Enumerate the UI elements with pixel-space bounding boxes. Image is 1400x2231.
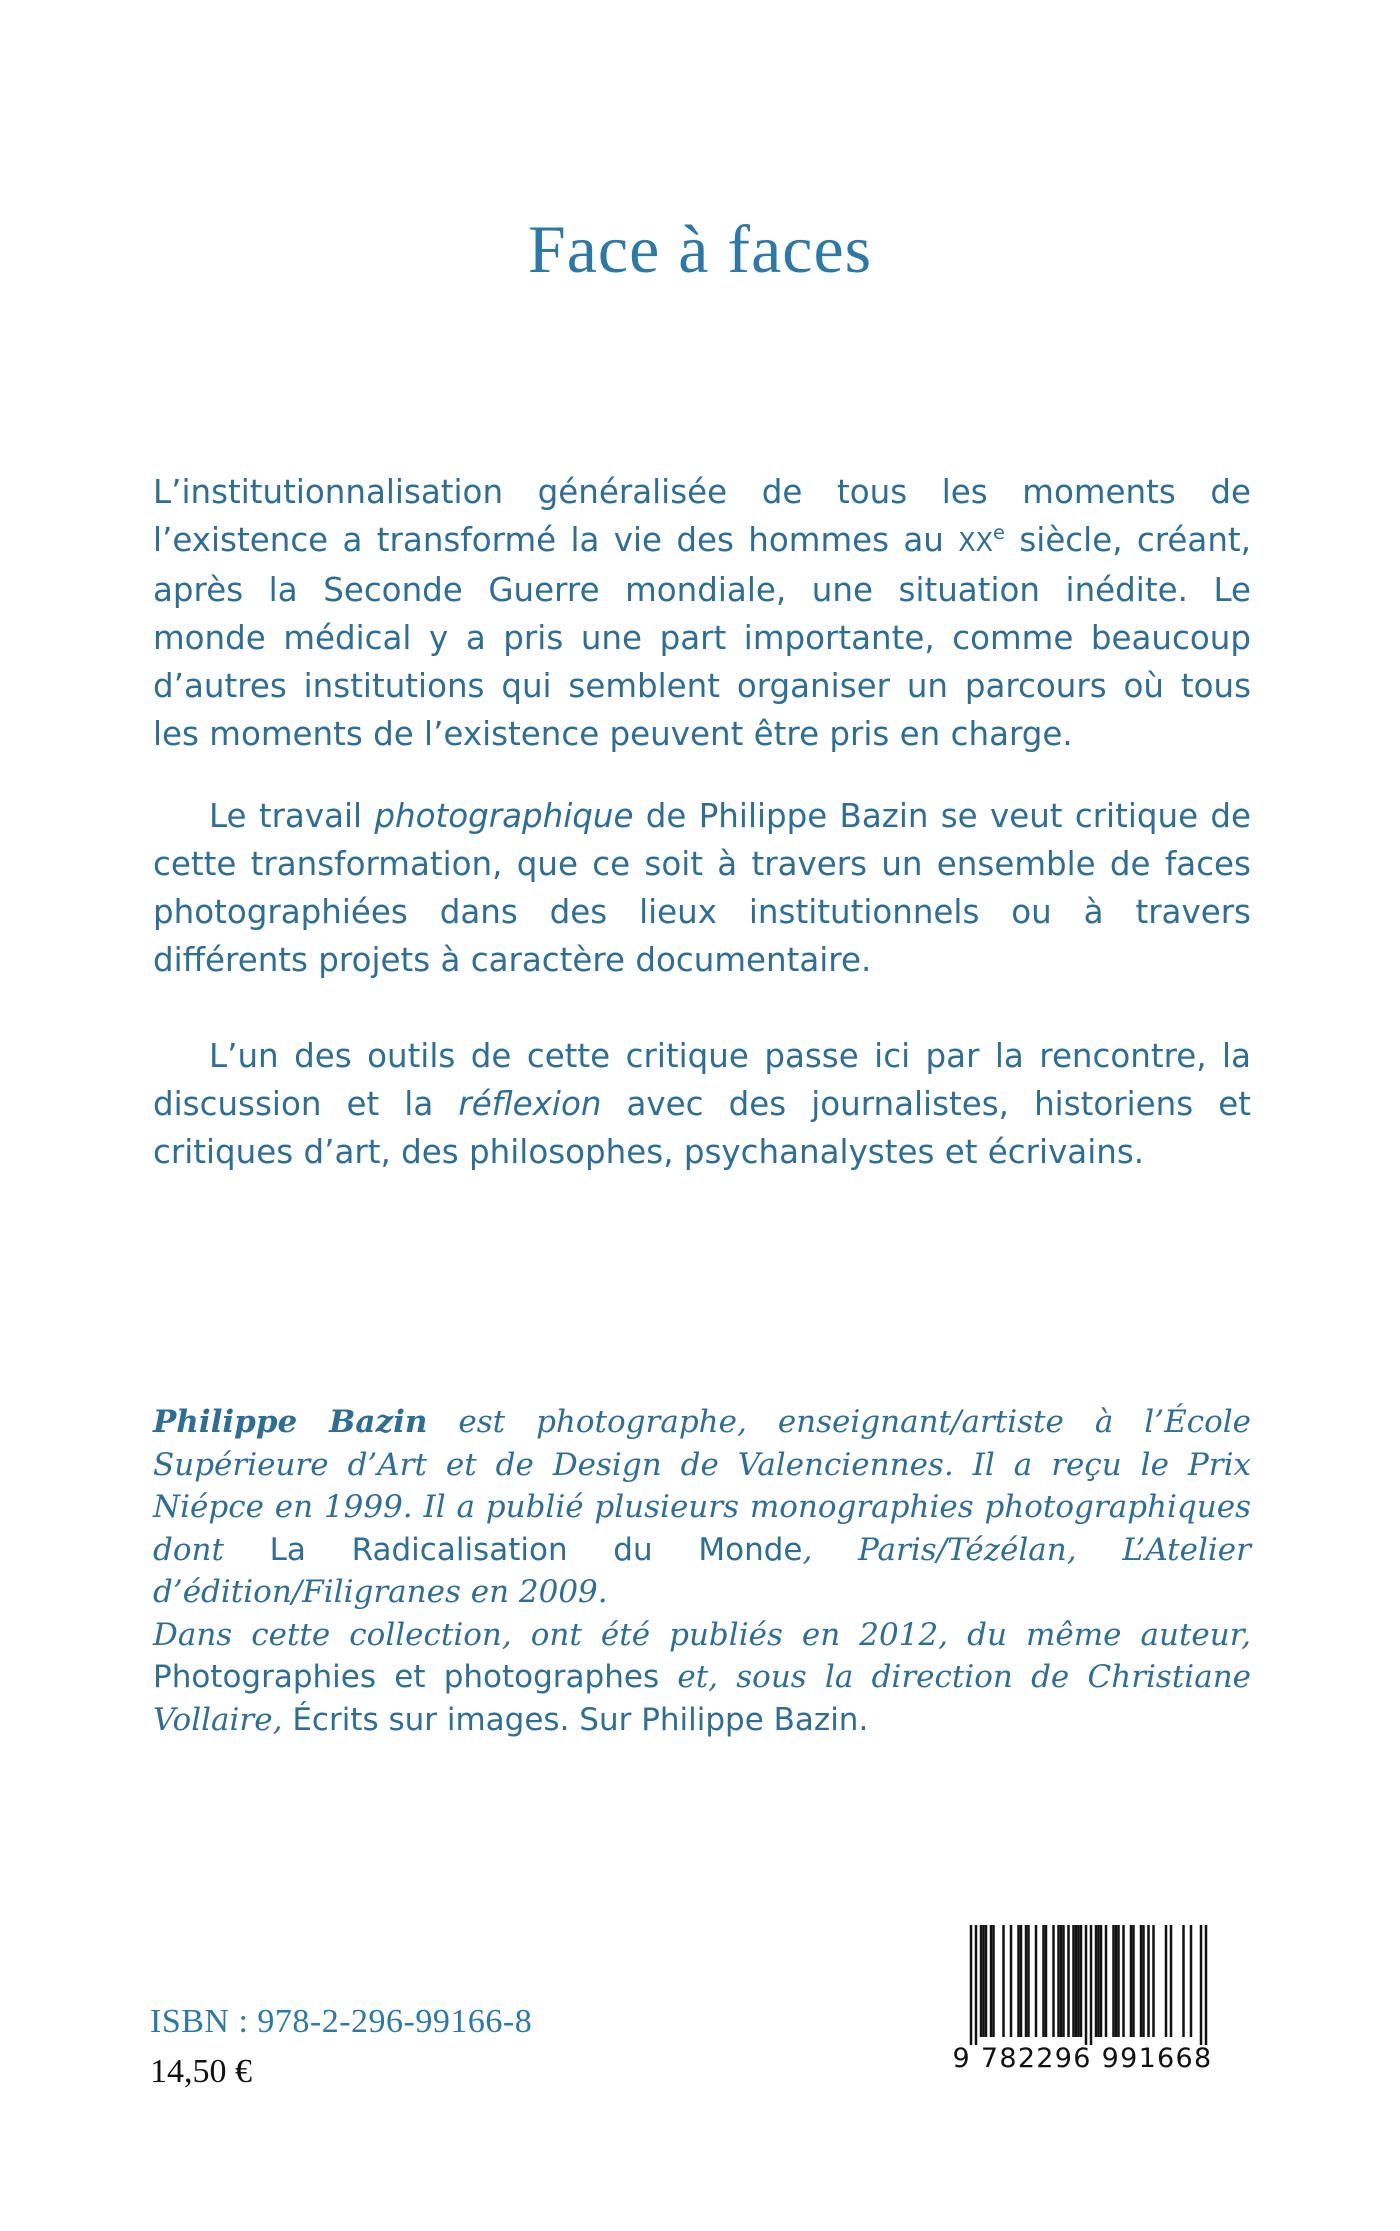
blurb-paragraph-2 bbox=[153, 792, 1251, 984]
barcode-bar bbox=[1165, 1925, 1168, 2037]
barcode-bar bbox=[982, 1925, 985, 2037]
author-name: Philippe Bazin bbox=[153, 1404, 428, 1440]
barcode-bar bbox=[1057, 1925, 1060, 2037]
barcode bbox=[950, 1925, 1215, 2075]
barcode-bar bbox=[1115, 1925, 1118, 2037]
barcode-bar bbox=[1042, 1925, 1045, 2037]
barcode-bar bbox=[1045, 1925, 1048, 2037]
isbn-label: ISBN : 978-2-296-99166-8 bbox=[150, 2003, 533, 2040]
bio-text-4: et, sous la direction de Christiane Vollaire, bbox=[153, 1659, 1252, 1738]
barcode-bar bbox=[1105, 1925, 1108, 2037]
blurb-p2-emphasis: photographique bbox=[374, 797, 634, 835]
barcode-bar bbox=[1140, 1925, 1143, 2037]
barcode-bar bbox=[1097, 1925, 1100, 2037]
barcode-bar bbox=[1002, 1925, 1005, 2037]
barcode-bar bbox=[985, 1925, 988, 2037]
blurb-p3-text-a: L’un des outils de cette critique passe ici par la rencontre, la discussion et la bbox=[153, 1037, 1251, 1123]
barcode-bar bbox=[1010, 1925, 1013, 2037]
bio-text-3: Dans cette collection, ont été publiés en 2012, du même auteur, bbox=[153, 1616, 1251, 1653]
barcode-bar bbox=[1095, 1925, 1098, 2037]
barcode-bar bbox=[1100, 1925, 1103, 2037]
bio-book-title-3: Écrits sur images. Sur Philippe Bazin. bbox=[292, 1701, 869, 1738]
barcode-guard-bar bbox=[970, 1925, 973, 2045]
barcode-bar bbox=[1122, 1925, 1125, 2037]
barcode-bar bbox=[1182, 1925, 1185, 2037]
barcode-guard-bar bbox=[975, 1925, 978, 2045]
barcode-bar bbox=[1080, 1925, 1083, 2037]
barcode-bar bbox=[1170, 1925, 1173, 2037]
barcode-bar bbox=[1147, 1925, 1150, 2037]
bio-text-2: , Paris/Tézélan, L’Atelier d’édition/Filigranes en 2009. bbox=[153, 1531, 1251, 1610]
barcode-bar bbox=[1077, 1925, 1080, 2037]
author-bio bbox=[153, 1401, 1251, 1741]
barcode-bar bbox=[1190, 1925, 1193, 2037]
barcode-bar bbox=[1075, 1925, 1078, 2037]
barcode-bar bbox=[1067, 1925, 1070, 2037]
blurb-p3-emphasis: réflexion bbox=[458, 1085, 602, 1123]
barcode-bar bbox=[1025, 1925, 1028, 2037]
barcode-bar bbox=[1017, 1925, 1020, 2037]
price-label: 14,50 € bbox=[150, 2053, 252, 2090]
blurb-p2-text-b: de Philippe Bazin se veut critique de cette transformation, que ce soit à travers un ensemble de faces photographiées dans des lieux institutionnels ou à travers différents projets à caractère documentaire. bbox=[153, 797, 1252, 979]
book-title: Face à faces bbox=[527, 211, 873, 287]
blurb-p1-text-a: L’institutionnalisation généralisée de tous les moments de l’existence a transformé la vie des hommes au bbox=[153, 473, 1251, 559]
barcode-bar bbox=[1142, 1925, 1145, 2037]
blurb-p3-text-b: avec des journalistes, historiens et critiques d’art, des philosophes, psychanalystes et écrivains. bbox=[153, 1085, 1251, 1171]
barcode-bar bbox=[992, 1925, 995, 2037]
barcode-guard-bar bbox=[1085, 1925, 1088, 2045]
barcode-bar bbox=[1152, 1925, 1155, 2037]
barcode-guard-bar bbox=[1090, 1925, 1093, 2045]
barcode-bar bbox=[1035, 1925, 1038, 2037]
barcode-bar bbox=[1112, 1925, 1115, 2037]
century-numeral: XX bbox=[958, 527, 993, 557]
blurb-paragraph-1 bbox=[153, 468, 1251, 758]
barcode-bar bbox=[1052, 1925, 1055, 2037]
barcode-bar bbox=[1060, 1925, 1063, 2037]
barcode-bar bbox=[990, 1925, 993, 2037]
bio-text-1: est photographe, enseignant/artiste à l’École Supérieure d’Art et de Design de Valenciennes. Il a reçu le Prix Niépce en 1999. Il a publié plusieurs monographies photographiques dont bbox=[153, 1404, 1251, 1568]
barcode-bar bbox=[1072, 1925, 1075, 2037]
bio-book-title-1: La Radicalisation du Monde bbox=[269, 1531, 803, 1568]
blurb-p1-text-b: siècle, créant, après la Seconde Guerre mondiale, une situation inédite. Le monde médical y a pris une part importante, comme beaucoup d’autres institutions qui semblent organiser un parcours où tous les moments de l’existence peuvent être pris en charge. bbox=[153, 521, 1251, 753]
barcode-digits: 9 782296 991668 bbox=[952, 2043, 1213, 2074]
bio-book-title-2: Photographies et photographes bbox=[153, 1659, 660, 1695]
blurb-paragraph-3 bbox=[153, 1032, 1251, 1176]
barcode-bar bbox=[1117, 1925, 1120, 2037]
barcode-bars-icon bbox=[950, 1925, 1215, 2045]
barcode-bar bbox=[1020, 1925, 1023, 2037]
century-superscript: e bbox=[993, 521, 1005, 545]
barcode-bar bbox=[1062, 1925, 1065, 2037]
blurb-p2-text-a: Le travail bbox=[209, 797, 375, 835]
barcode-guard-bar bbox=[1200, 1925, 1203, 2045]
barcode-bar bbox=[1132, 1925, 1135, 2037]
barcode-bar bbox=[1027, 1925, 1030, 2037]
barcode-bar bbox=[980, 1925, 983, 2037]
barcode-guard-bar bbox=[1205, 1925, 1208, 2045]
barcode-bar bbox=[1130, 1925, 1133, 2037]
